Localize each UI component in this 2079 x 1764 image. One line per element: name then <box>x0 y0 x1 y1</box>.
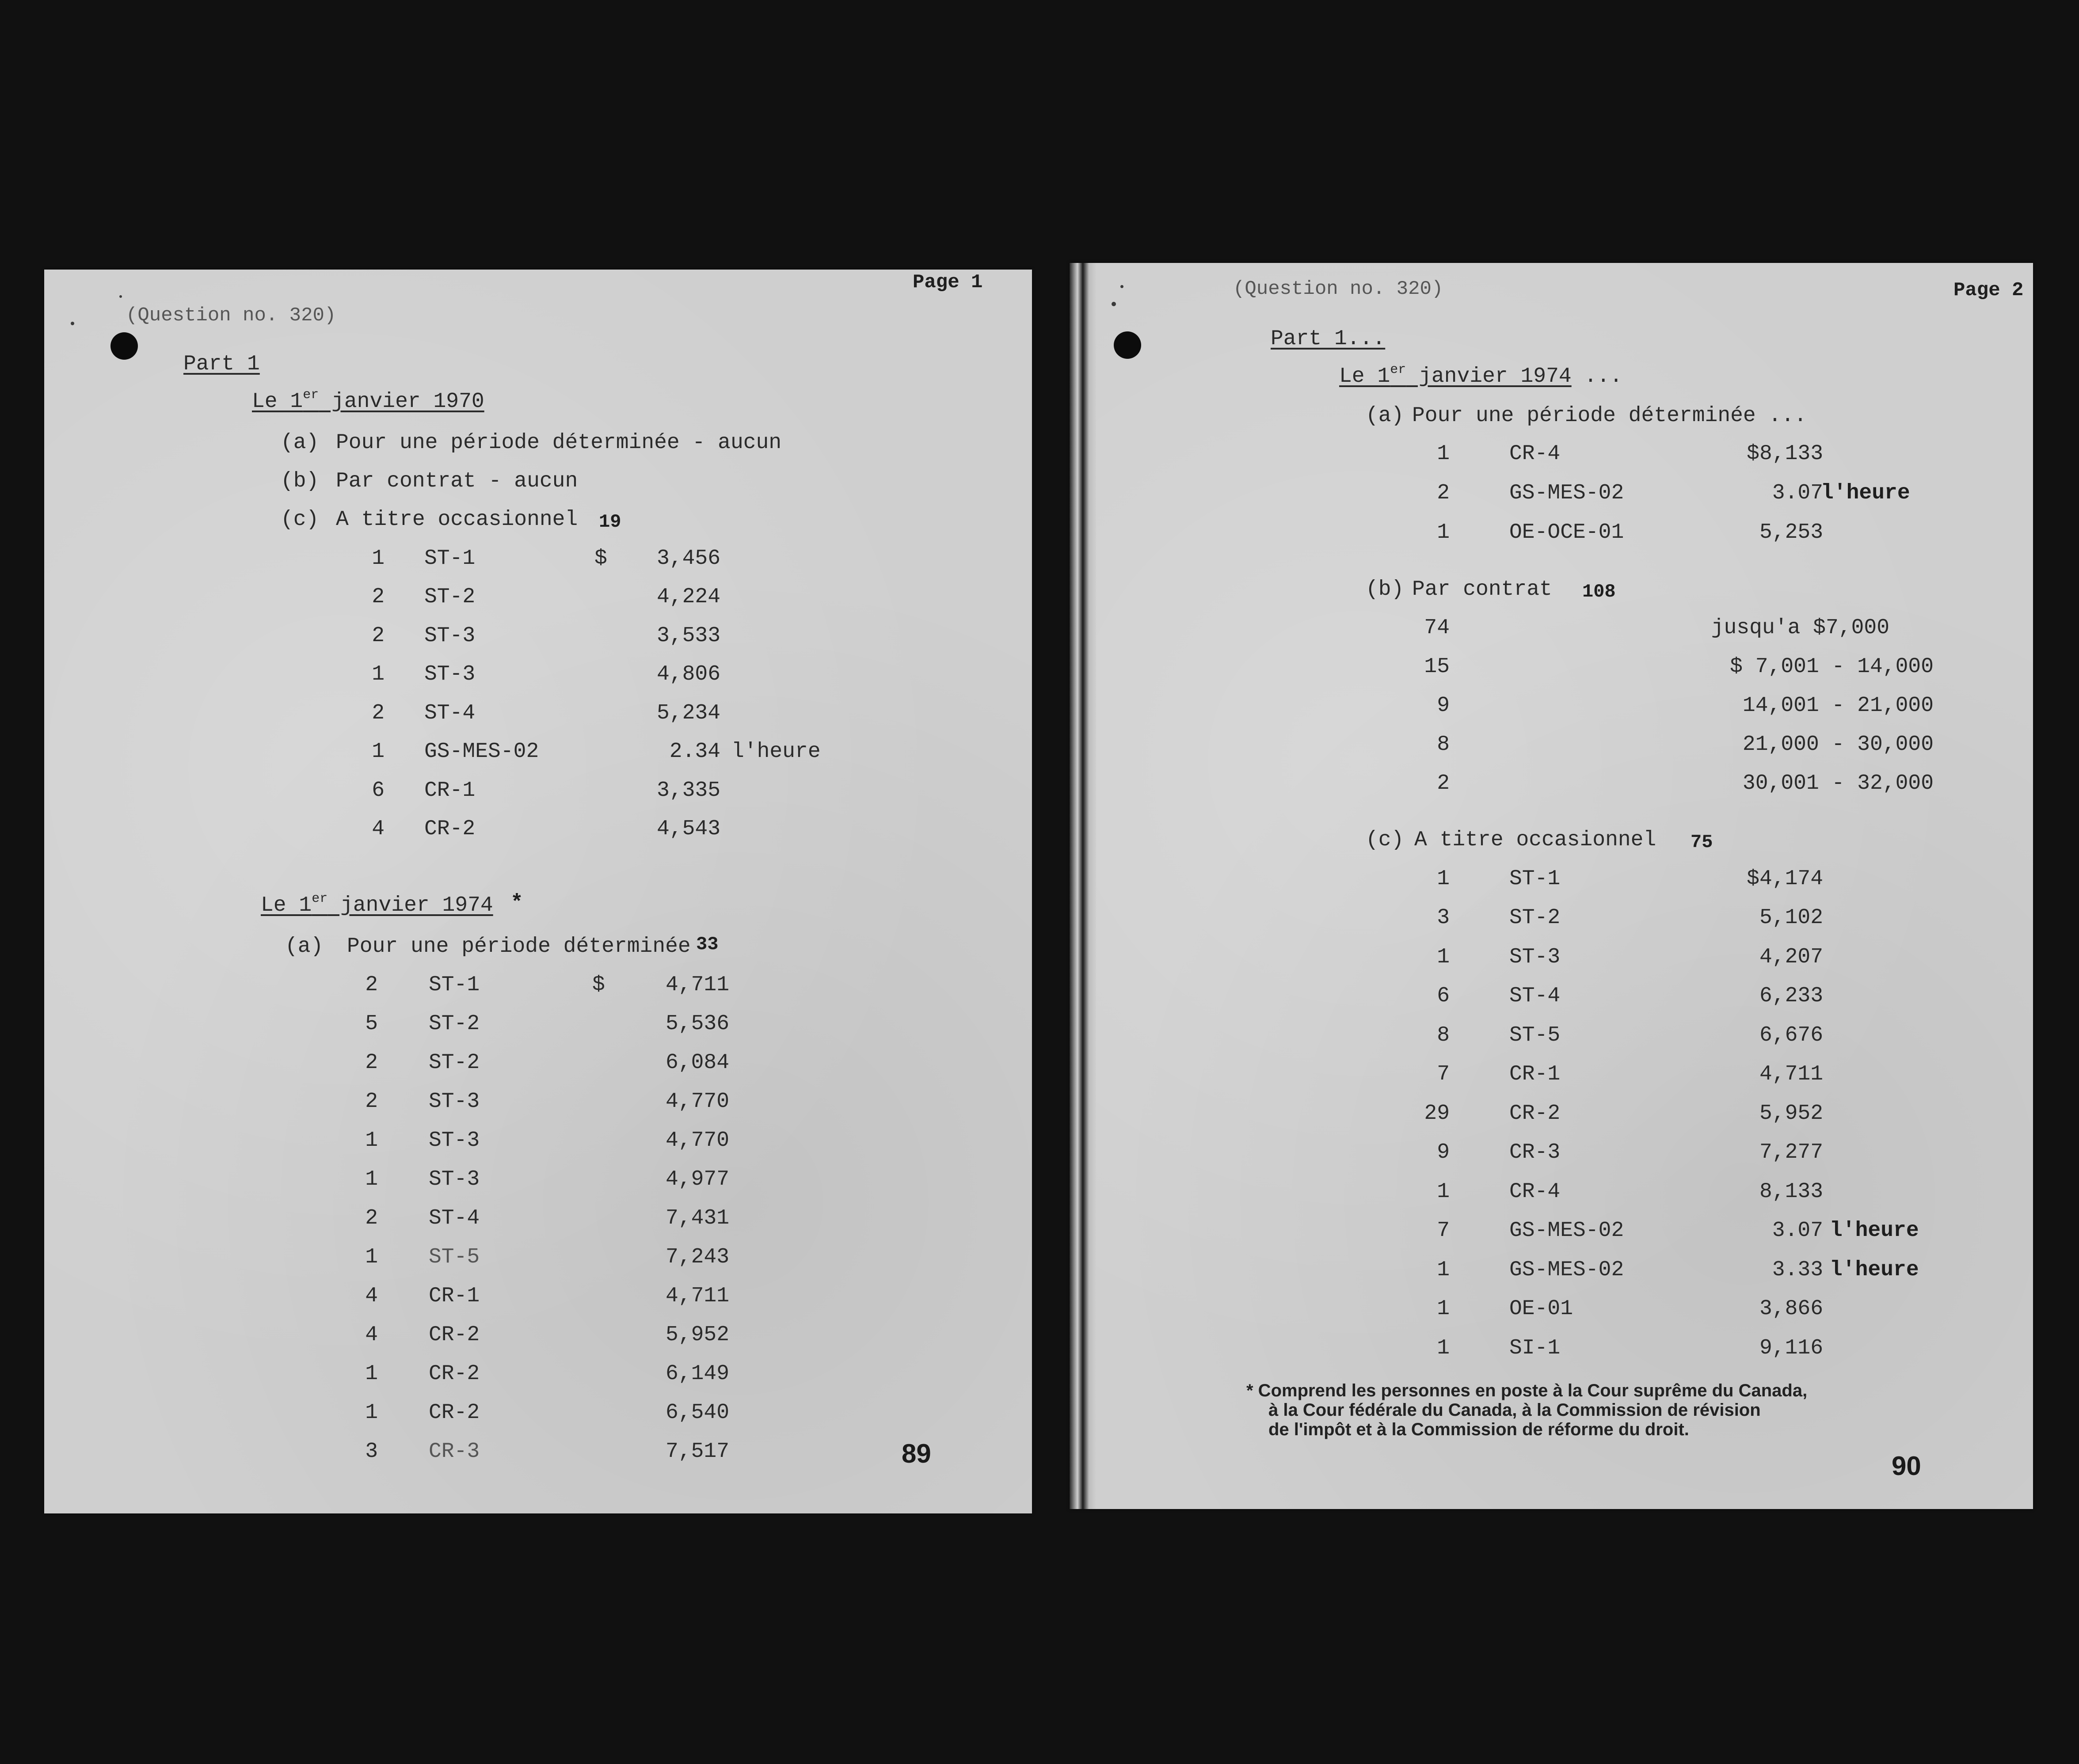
row-amount: 5,536 <box>665 1012 729 1036</box>
question-reference: (Question no. 320) <box>1233 278 1443 300</box>
row-count: 2 <box>365 1090 378 1114</box>
footnote-line: * Comprend les personnes en poste à la Cour suprême du Canada, <box>1246 1381 1808 1400</box>
footnote-line: de l'impôt et à la Commission de réforme du droit. <box>1268 1420 1689 1439</box>
row-range: 14,001 - 21,000 <box>1742 694 1934 718</box>
row-count: 1 <box>1437 442 1450 466</box>
row-count: 5 <box>365 1012 378 1036</box>
item-label: (c) <box>281 508 319 532</box>
row-amount: 4,711 <box>1759 1062 1823 1086</box>
row-amount: 3.33 <box>1772 1258 1823 1282</box>
row-amount: 4,711 <box>665 973 729 997</box>
row-count: 2 <box>372 624 385 648</box>
binding-edge <box>1070 263 1096 1509</box>
row-range: 30,001 - 32,000 <box>1742 772 1934 795</box>
row-amount: 6,233 <box>1759 984 1823 1008</box>
item-text: Pour une période déterminée ... <box>1412 404 1807 428</box>
speck <box>1112 302 1116 306</box>
speck <box>119 295 122 298</box>
row-class: GS-MES-02 <box>1509 1219 1624 1243</box>
item-text: Pour une période déterminée - aucun <box>336 431 782 455</box>
row-count: 2 <box>1437 772 1450 795</box>
row-count: 6 <box>1437 984 1450 1008</box>
row-count: 1 <box>1437 1297 1450 1321</box>
row-count: 1 <box>1437 521 1450 544</box>
row-amount: 5,102 <box>1759 906 1823 930</box>
row-count: 4 <box>365 1323 378 1347</box>
row-amount: $8,133 <box>1747 442 1823 466</box>
row-amount: 4,207 <box>1759 945 1823 969</box>
row-class: SI-1 <box>1509 1336 1561 1360</box>
row-count: 9 <box>1437 694 1450 718</box>
item-label: (a) <box>285 935 324 958</box>
row-class: ST-4 <box>429 1206 480 1230</box>
item-text: Par contrat <box>1412 578 1552 601</box>
row-class: CR-2 <box>429 1362 480 1386</box>
row-amount: 9,116 <box>1759 1336 1823 1360</box>
row-class: CR-2 <box>429 1323 480 1347</box>
row-count: 1 <box>1437 1258 1450 1282</box>
item-total: 33 <box>696 934 719 955</box>
row-count: 2 <box>372 585 385 609</box>
row-amount: 4,711 <box>665 1284 729 1308</box>
speck <box>71 322 74 325</box>
question-reference: (Question no. 320) <box>126 304 336 327</box>
footnote <box>1246 1381 1807 1439</box>
document-page-1 <box>44 270 1032 1513</box>
section-heading-1974: Le 1er janvier 1974 ... <box>1339 362 1622 388</box>
row-count: 2 <box>365 973 378 997</box>
row-class: ST-5 <box>429 1245 480 1269</box>
row-class: ST-1 <box>429 973 480 997</box>
row-count: 1 <box>365 1129 378 1152</box>
row-class: CR-2 <box>424 817 476 841</box>
row-class: ST-2 <box>429 1051 480 1075</box>
row-currency: $ <box>592 973 605 997</box>
row-class: GS-MES-02 <box>1509 1258 1624 1282</box>
row-count: 2 <box>372 701 385 725</box>
row-count: 3 <box>1437 906 1450 930</box>
item-total: 19 <box>599 511 621 532</box>
row-amount: 6,084 <box>665 1051 729 1075</box>
footnote-line: à la Cour fédérale du Canada, à la Commission de révision <box>1268 1400 1761 1420</box>
row-amount: 6,540 <box>665 1401 729 1425</box>
row-class: ST-3 <box>1509 945 1561 969</box>
row-range: jusqu'a $7,000 <box>1711 616 1889 640</box>
row-amount: 5,234 <box>656 701 720 725</box>
punch-hole <box>1114 331 1141 359</box>
row-class: OE-01 <box>1509 1297 1573 1321</box>
section-heading-1974: Le 1er janvier 1974 <box>261 891 493 917</box>
row-count: 1 <box>365 1362 378 1386</box>
row-amount: 3,866 <box>1759 1297 1823 1321</box>
row-class: CR-2 <box>1509 1102 1561 1125</box>
row-amount: 6,676 <box>1759 1023 1823 1047</box>
item-text: A titre occasionnel <box>1414 828 1656 852</box>
row-class: ST-3 <box>429 1129 480 1152</box>
row-count: 4 <box>372 817 385 841</box>
row-count: 1 <box>372 547 385 570</box>
row-count: 74 <box>1424 616 1450 640</box>
row-class: CR-2 <box>429 1401 480 1425</box>
row-count: 1 <box>1437 945 1450 969</box>
page-label: Page 2 <box>1953 279 2024 301</box>
row-count: 29 <box>1424 1102 1450 1125</box>
row-count: 1 <box>1437 1180 1450 1204</box>
row-count: 2 <box>1437 481 1450 505</box>
row-class: OE-OCE-01 <box>1509 521 1624 544</box>
row-class: ST-3 <box>429 1090 480 1114</box>
row-count: 1 <box>365 1167 378 1191</box>
row-count: 6 <box>372 779 385 802</box>
row-class: ST-4 <box>1509 984 1561 1008</box>
page-label: Page 1 <box>913 271 983 293</box>
row-amount: 5,952 <box>1759 1102 1823 1125</box>
row-amount: 3.07 <box>1772 1219 1823 1243</box>
row-count: 4 <box>365 1284 378 1308</box>
row-amount: 7,431 <box>665 1206 729 1230</box>
part-heading: Part 1... <box>1271 327 1386 351</box>
row-amount: 3.07 <box>1772 481 1823 505</box>
row-amount: 4,224 <box>656 585 720 609</box>
row-amount: 7,277 <box>1759 1141 1823 1164</box>
row-class: ST-2 <box>424 585 476 609</box>
item-label: (b) <box>281 469 319 493</box>
row-count: 7 <box>1437 1062 1450 1086</box>
row-class: GS-MES-02 <box>1509 481 1624 505</box>
item-label: (b) <box>1366 578 1404 601</box>
item-total: 75 <box>1691 832 1713 853</box>
row-amount: 4,977 <box>665 1167 729 1191</box>
row-amount: 6,149 <box>665 1362 729 1386</box>
row-amount: 7,517 <box>665 1440 729 1464</box>
row-amount: 2.34 <box>669 740 720 764</box>
row-class: GS-MES-02 <box>424 740 539 764</box>
row-amount: 3,456 <box>656 547 720 570</box>
row-class: CR-4 <box>1509 1180 1561 1204</box>
row-amount: 3,533 <box>656 624 720 648</box>
row-amount: 5,952 <box>665 1323 729 1347</box>
item-total: 108 <box>1582 581 1616 602</box>
speck <box>1120 285 1123 288</box>
footnote-marker: * <box>510 891 523 915</box>
row-class: ST-3 <box>429 1167 480 1191</box>
item-text: Par contrat - aucun <box>336 469 578 493</box>
row-class: ST-2 <box>429 1012 480 1036</box>
row-class: ST-1 <box>1509 867 1561 891</box>
row-class: CR-4 <box>1509 442 1561 466</box>
row-amount: 8,133 <box>1759 1180 1823 1204</box>
page-number: 89 <box>902 1439 931 1468</box>
punch-hole <box>110 332 138 360</box>
row-count: 1 <box>372 740 385 764</box>
row-currency: $ <box>594 547 607 570</box>
row-unit: l'heure <box>1830 1258 1919 1282</box>
row-count: 9 <box>1437 1141 1450 1164</box>
item-text: A titre occasionnel <box>336 508 578 532</box>
row-count: 7 <box>1437 1219 1450 1243</box>
row-amount: $4,174 <box>1747 867 1823 891</box>
row-class: ST-2 <box>1509 906 1561 930</box>
item-text: Pour une période déterminée <box>347 935 691 958</box>
row-class: ST-3 <box>424 624 476 648</box>
section-heading-1970: Le 1er janvier 1970 <box>252 388 484 414</box>
row-range: 21,000 - 30,000 <box>1742 733 1934 757</box>
row-class: CR-1 <box>424 779 476 802</box>
row-count: 1 <box>365 1401 378 1425</box>
row-unit: l'heure <box>1821 481 1910 505</box>
row-count: 1 <box>365 1245 378 1269</box>
row-amount: 4,543 <box>656 817 720 841</box>
row-count: 15 <box>1424 655 1450 679</box>
row-count: 1 <box>372 662 385 686</box>
row-amount: 7,243 <box>665 1245 729 1269</box>
row-count: 2 <box>365 1051 378 1075</box>
document-page-2 <box>1070 263 2033 1509</box>
row-class: ST-1 <box>424 547 476 570</box>
row-amount: 4,770 <box>665 1090 729 1114</box>
row-unit: l'heure <box>1830 1219 1919 1243</box>
row-amount: 3,335 <box>656 779 720 802</box>
row-class: CR-3 <box>1509 1141 1561 1164</box>
item-label: (a) <box>1366 404 1404 428</box>
row-amount: 4,806 <box>656 662 720 686</box>
item-label: (c) <box>1366 828 1404 852</box>
row-class: CR-1 <box>429 1284 480 1308</box>
item-label: (a) <box>281 431 319 455</box>
row-class: ST-4 <box>424 701 476 725</box>
row-count: 1 <box>1437 1336 1450 1360</box>
row-unit: l'heure <box>731 740 821 764</box>
row-class: ST-3 <box>424 662 476 686</box>
row-count: 2 <box>365 1206 378 1230</box>
row-class: CR-3 <box>429 1440 480 1464</box>
row-amount: 4,770 <box>665 1129 729 1152</box>
row-class: ST-5 <box>1509 1023 1561 1047</box>
row-amount: 5,253 <box>1759 521 1823 544</box>
page-number: 90 <box>1892 1451 1921 1481</box>
row-count: 8 <box>1437 1023 1450 1047</box>
part-heading: Part 1 <box>183 352 260 376</box>
row-class: CR-1 <box>1509 1062 1561 1086</box>
row-count: 1 <box>1437 867 1450 891</box>
row-count: 8 <box>1437 733 1450 757</box>
row-range: $ 7,001 - 14,000 <box>1730 655 1934 679</box>
row-count: 3 <box>365 1440 378 1464</box>
